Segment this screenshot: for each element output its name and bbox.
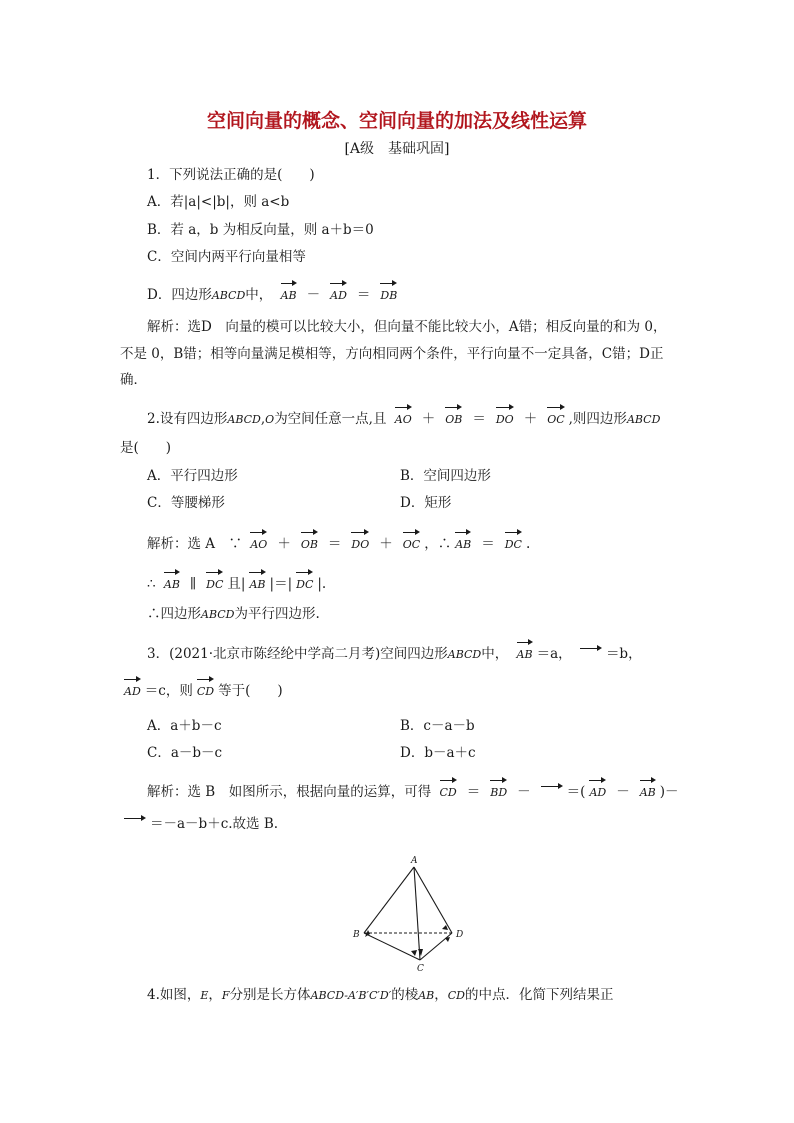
page-title: 空间向量的概念、空间向量的加法及线性运算 (206, 110, 587, 132)
q2-stem: 2.设有四边形ABCD,O为空间任意一点,且 AO ＋ OB ＝ DO ＋ OC ,则四边形ABCD (147, 405, 660, 429)
vector-oc: OC (547, 405, 564, 429)
vector-do: DO (496, 405, 514, 429)
vector-db: DB (380, 281, 397, 305)
q1-option-d: D．四边形ABCD中， AB － AD ＝ DB (147, 281, 401, 305)
q1-solution-line1: 解析：选D 向量的模可以比较大小，但向量不能比较大小，A错；相反向量的和为 0， (147, 319, 667, 335)
q3-stem-line2: AD ＝c，则 CD 等于( ) (120, 677, 283, 701)
q2-stem-line2: 是( ) (120, 440, 172, 456)
q3-solution-line1: 解析：选 B 如图所示，根据向量的运算，可得 CD ＝ BD － ＝( AD － AB )－ (147, 778, 679, 802)
q3-option-d: D．b－a＋c (400, 745, 476, 761)
q1-stem: 1．下列说法正确的是( ) (147, 167, 315, 183)
q3-stem: 3．(2021·北京市陈经纶中学高二月考)空间四边形ABCD中， AB ＝a， ＝b， (147, 640, 642, 664)
vector-ab: AB (281, 281, 297, 305)
vector-ac-arrow (580, 646, 602, 658)
q3-solution-line2: ＝－a－b＋c.故选 B. (120, 815, 278, 833)
vector-ad: AD (330, 281, 347, 305)
q3-option-c: C．a－b－c (147, 745, 223, 761)
q1-option-c: C．空间内两平行向量相等 (147, 249, 306, 265)
q1-solution-line3: 确． (120, 372, 147, 388)
tetrahedron-figure (345, 852, 475, 977)
q2-option-d: D．矩形 (400, 495, 452, 511)
q2-solution-line1: 解析：选 A ∵ AO ＋ OB ＝ DO ＋ OC ，∴ AB ＝ DC . (147, 530, 530, 554)
q2-option-b: B．空间四边形 (400, 468, 491, 484)
vector-ob: OB (445, 405, 462, 429)
q3-option-b: B．c－a－b (400, 718, 475, 734)
figure-label-b: B (353, 930, 360, 940)
level-heading: [A级 基础巩固] (344, 141, 450, 157)
q4-stem: 4.如图，E，F分别是长方体ABCD-A′B′C′D′的棱AB，CD的中点．化简下列结果正 (147, 987, 614, 1003)
figure-label-c: C (417, 964, 424, 974)
q2-option-a: A．平行四边形 (147, 468, 238, 484)
q1-option-b: B．若 a，b 为相反向量，则 a＋b＝0 (147, 222, 374, 238)
q1-option-a: A．若|a|<|b|，则 a<b (147, 194, 290, 210)
q3-option-a: A．a＋b－c (147, 718, 222, 734)
figure-label-a: A (411, 856, 418, 866)
q2-solution-line3: ∴四边形ABCD为平行四边形. (147, 606, 320, 622)
q2-solution-line2: ∴ AB ∥ DC 且| AB |＝| DC |. (147, 570, 326, 594)
q2-option-c: C．等腰梯形 (147, 495, 225, 511)
vector-ao: AO (395, 405, 412, 429)
figure-label-d: D (456, 930, 464, 940)
q1-solution-line2: 不是 0，B错；相等向量满足模相等，方向相同两个条件，平行向量不一定具备，C错；D正 (120, 346, 664, 362)
